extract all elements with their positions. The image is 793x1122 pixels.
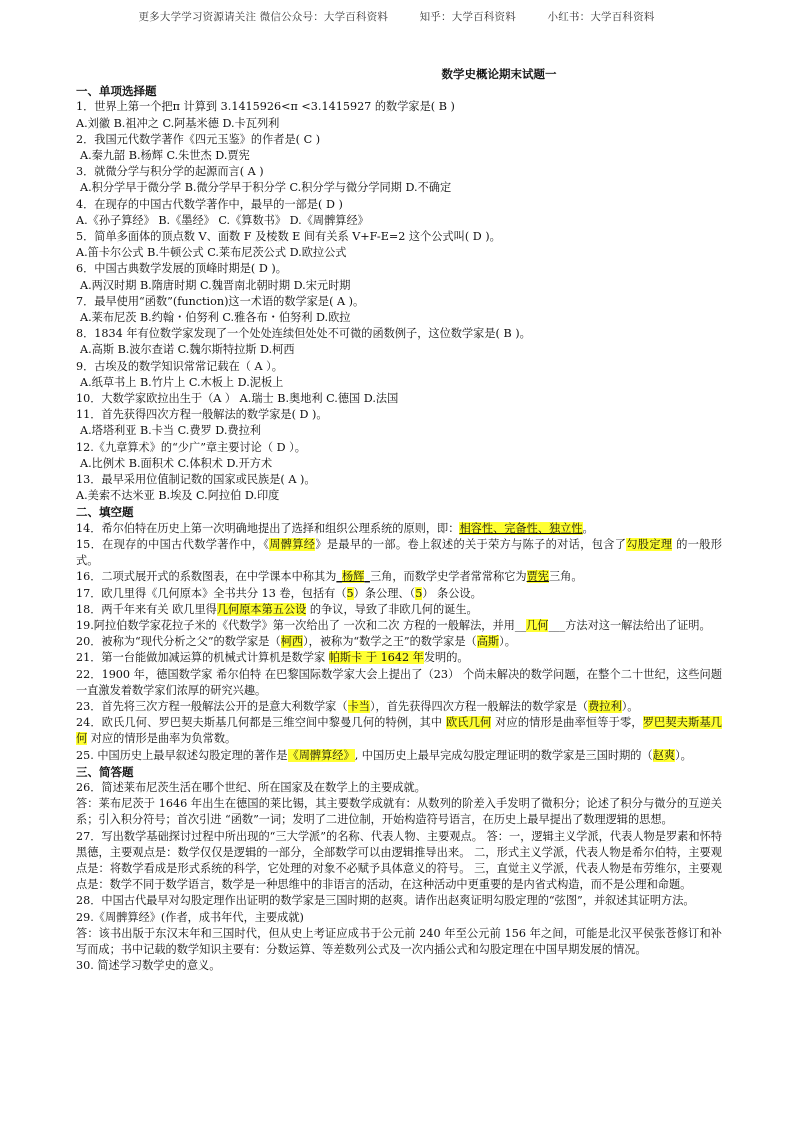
fill-question: 21．第一台能做加减运算的机械式计算机是数学家 帕斯卡 于 1642 年发明的。 [76, 651, 469, 665]
short-question: 27．写出数学基础探讨过程中所出现的“三大学派”的名称、代表人物、主要观点。 答：一，逻辑主义学派，代表人物是罗素和怀特黑德，主要观点是：数学仅仅是逻辑的一部分，全部数学可以由逻辑推导出来。 二，形式主义学派，代表人物是希尔伯特，主要观点是：将数学看成是形式系统的科学，它处理的对象不必赋予具体意义的符号。 三，直觉主义学派，代表人物是布劳维尔，主要观点是：数学不同于数学语言，数学是一种思维中的非语言的活动，在这种活动中更重要的是内省式构造，而不是公理和命题。 [76, 829, 722, 892]
choice-question: 1．世界上第一个把π 计算到 3.1415926<π <3.1415927 的数学家是( B ) [76, 100, 455, 114]
answer-highlight: 贾宪 [526, 570, 549, 584]
short-question: 30. 简述学习数学史的意义。 [76, 959, 221, 973]
choice-question: 8．1834 年有位数学家发现了一个处处连续但处处不可微的函数例子，这位数学家是( B )。 [76, 327, 531, 341]
choice-question: 2．我国元代数学著作《四元玉鉴》的作者是( C ) [76, 132, 321, 146]
answer-highlight: 周髀算经 [269, 537, 316, 551]
answer-highlight: 欧氏几何 [446, 716, 492, 730]
section-heading-choice: 一、单项选择题 [76, 84, 157, 99]
choice-question: 10．大数学家欧拉出生于（A ） A.瑞士 B.奥地利 C.德国 D.法国 [76, 392, 399, 406]
fill-question: 24．欧氏几何、罗巴契夫斯基几何都是三维空间中黎曼几何的特例，其中 欧氏几何 对应的情形是曲率恒等于零，罗巴契夫斯基几何 对应的情形是曲率为负常数。 [76, 716, 722, 746]
choice-options: A.高斯 B.波尔查诺 C.魏尔斯特拉斯 D.柯西 [80, 343, 295, 357]
header-item: 更多大学学习资源请关注 微信公众号：大学百科资料 [138, 11, 389, 23]
choice-question: 3．就微分学与积分学的起源而言( A ) [76, 165, 264, 179]
choice-question: 6．中国古典数学发展的顶峰时期是( D )。 [76, 262, 287, 276]
fill-question: 17．欧几里得《几何原本》全书共分 13 卷，包括有（5）条公理、（5） 条公设。 [76, 586, 482, 600]
fill-question: 15．在现存的中国古代数学著作中，《周髀算经》是最早的一部。卷上叙述的关于荣方与陈子的对话，包含了勾股定理 的一般形式。 [76, 537, 722, 568]
answer-highlight: 几何 [526, 618, 549, 632]
choice-options: A.刘徽 B.祖冲之 C.阿基米德 D.卡瓦列利 [76, 116, 280, 130]
answer-highlight: 罗巴契夫斯基几何 [76, 716, 722, 746]
choice-options: A.积分学早于微分学 B.微分学早于积分学 C.积分学与微分学同期 D.不确定 [80, 181, 452, 195]
answer-highlight: 杨辉 [341, 570, 365, 584]
choice-question: 7．最早使用“函数”(function)这一术语的数学家是( A )。 [76, 294, 365, 308]
answer-highlight: 柯西 [280, 635, 304, 649]
fill-question: 14．希尔伯特在历史上第一次明确地提出了选择和组织公理系统的原则，即：相容性、完备性、独立性。 [76, 521, 594, 535]
fill-question: 20．被称为“现代分析之父”的数学家是（柯西），被称为“数学之王”的数学家是（高斯）。 [76, 635, 516, 649]
choice-question: 13．最早采用位值制记数的国家或民族是( A )。 [76, 473, 316, 487]
choice-options: A.莱布尼茨 B.约翰・伯努利 C.雅各布・伯努利 D.欧拉 [80, 311, 351, 325]
answer-highlight: 勾股定理 [626, 537, 673, 551]
choice-question: 4．在现存的中国古代数学著作中，最早的一部是( D ) [76, 197, 343, 211]
fill-question: 22．1900 年，德国数学家 希尔伯特 在巴黎国际数学家大会上提出了（23） 个尚未解决的数学问题，在整个二十世纪，这些问题一直激发着数学家们浓厚的研究兴趣。 [76, 667, 722, 697]
answer-highlight: 5 [415, 586, 423, 600]
choice-question-list [76, 99, 722, 504]
short-question: 28．中国古代最早对勾股定理作出证明的数学家是三国时期的赵爽。请作出赵爽证明勾股定理的“弦图”，并叙述其证明方法。 [76, 894, 695, 908]
fill-question: 16．二项式展开式的系数图表，在中学课本中称其为_杨辉_三角，而数学史学者常常称它为贾宪三角。 [76, 570, 583, 584]
answer-highlight: 几何原本第五公设 [216, 602, 307, 616]
answer-highlight: 5 [346, 586, 354, 600]
document-body [76, 66, 722, 974]
answer-highlight: 费拉利 [588, 699, 622, 713]
page-header [0, 9, 793, 24]
choice-options: A.笛卡尔公式 B.牛顿公式 C.莱布尼茨公式 D.欧拉公式 [76, 246, 347, 260]
answer-highlight: 帕斯卡 于 1642 年 [328, 651, 424, 665]
answer-highlight: 《周髀算经》 [287, 748, 355, 762]
short-question: 29.《周髀算经》(作者，成书年代，主要成就) [76, 910, 304, 924]
section-heading-short: 三、简答题 [76, 764, 134, 779]
answer-highlight: 赵爽 [652, 748, 676, 762]
header-item: 知乎：大学百科资料 [419, 11, 516, 23]
choice-options: A.美索不达米亚 B.埃及 C.阿拉伯 D.印度 [76, 489, 280, 503]
choice-options: A.比例术 B.面积术 C.体积术 D.开方术 [80, 456, 273, 470]
answer-highlight: 高斯 [476, 635, 500, 649]
short-answer: 答：莱布尼茨于 1646 年出生在德国的莱比锡，其主要数学成就有：从数列的阶差入手发明了微积分；论述了积分与微分的互逆关系；引入积分符号；首次引进 “函数”一词；发明了二进位制，开始构造符号语言，在历史上最早提出了数理逻辑的思想。 [76, 797, 722, 827]
fill-question: 19.阿拉伯数学家花拉子米的《代数学》第一次给出了 一次和二次 方程的一般解法，并用__几何___方法对这一解法给出了证明。 [76, 618, 711, 632]
answer-highlight: 卡当 [347, 699, 370, 713]
fill-question: 25. 中国历史上最早叙述勾股定理的著作是《周髀算经》, 中国历史上最早完成勾股定理证明的数学家是三国时期的（赵爽）。 [76, 748, 692, 762]
choice-options: A.秦九韶 B.杨辉 C.朱世杰 D.贾宪 [80, 149, 250, 163]
choice-question: 5．简单多面体的顶点数 V、面数 F 及棱数 E 间有关系 V+F-E=2 这个公式叫( D )。 [76, 230, 501, 244]
choice-options: A.塔塔利亚 B.卡当 C.费罗 D.费拉利 [80, 424, 261, 438]
choice-options: A.《孙子算经》 B.《墨经》 C.《算数书》 D.《周髀算经》 [76, 213, 369, 227]
document-title: 数学史概论期末试题一 [441, 67, 557, 81]
choice-options: A.纸草书上 B.竹片上 C.木板上 D.泥板上 [80, 375, 284, 389]
short-answer: 答：该书出版于东汉末年和三国时代，但从史上考证应成书于公元前 240 年至公元前 156 年之间，可能是北汉平侯张苍修订和补写而成；书中记载的数学知识主要有：分数运算、等差数列公式及一次内插公式和勾股定理在中国早期发展的情况。 [76, 926, 722, 956]
short-question: 26．简述莱布尼茨生活在哪个世纪、所在国家及在数学上的主要成就。 [76, 780, 426, 794]
answer-highlight: 相容性、完备性、独立性 [459, 521, 583, 535]
fill-question: 18．两千年来有关 欧几里得几何原本第五公设 的争议，导致了非欧几何的诞生。 [76, 602, 478, 616]
header-item: 小红书：大学百科资料 [547, 11, 655, 23]
choice-question: 11．首先获得四次方程一般解法的数学家是( D )。 [76, 408, 328, 422]
choice-question: 9．古埃及的数学知识常常记载在（ A ）。 [76, 359, 283, 373]
fill-question: 23．首先将三次方程一般解法公开的是意大利数学家（卡当），首先获得四次方程一般解法的数学家是（费拉利）。 [76, 699, 639, 713]
section-heading-fill: 二、填空题 [76, 505, 134, 520]
choice-question: 12.《九章算术》的“少广”章主要讨论（ D ）。 [76, 440, 306, 454]
choice-options: A.两汉时期 B.隋唐时期 C.魏晋南北朝时期 D.宋元时期 [80, 278, 351, 292]
